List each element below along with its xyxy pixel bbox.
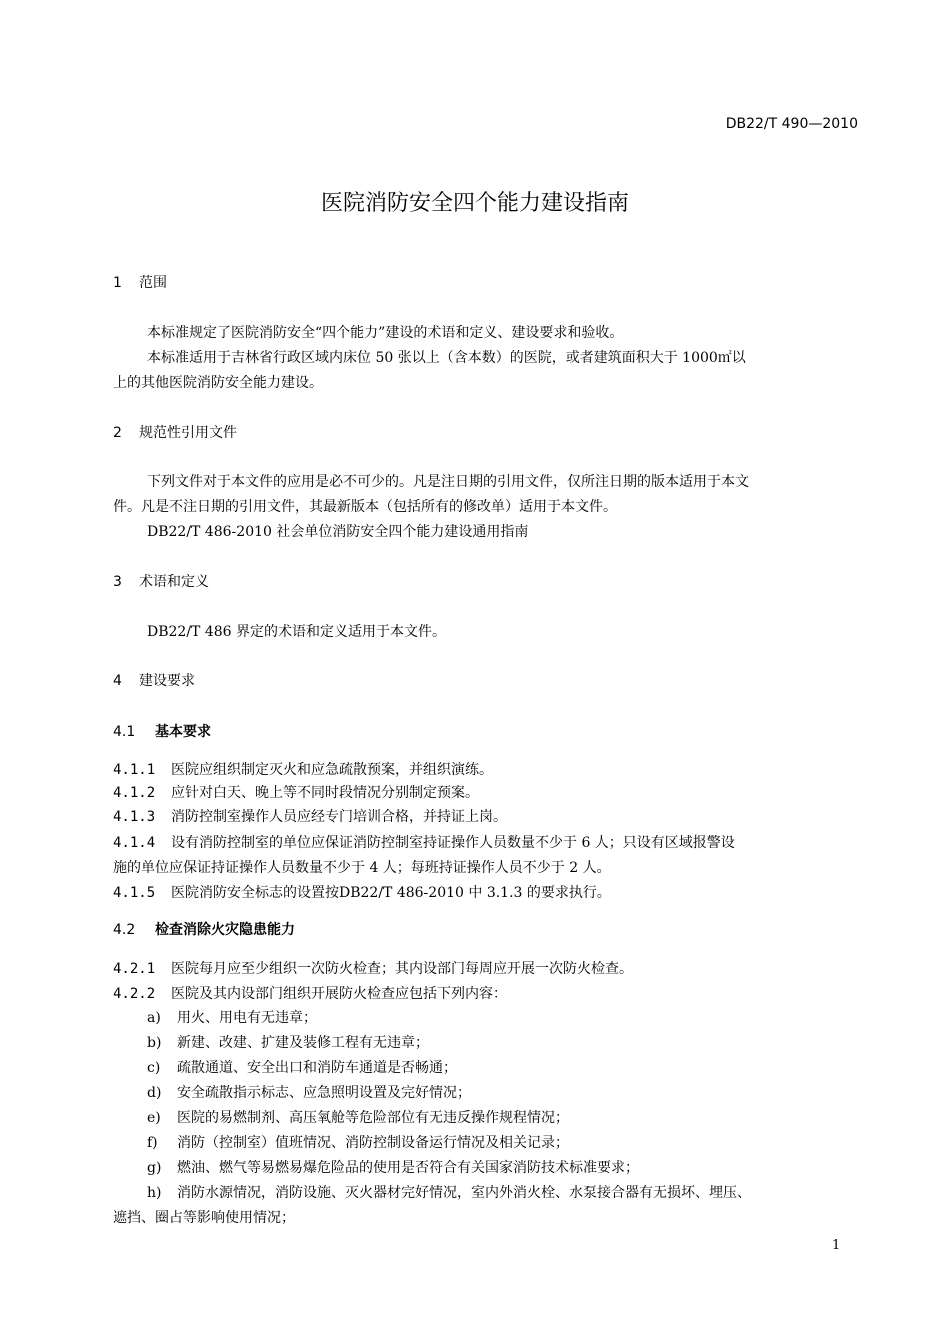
section-title: 范围 bbox=[139, 275, 167, 291]
clause-4-2-2 bbox=[113, 983, 507, 1003]
list-marker: a) bbox=[147, 1010, 161, 1026]
clause-number: 4.1.1 bbox=[113, 762, 156, 778]
list-text: 医院的易燃制剂、高压氧舱等危险部位有无违反操作规程情况； bbox=[177, 1110, 569, 1126]
clause-4-2-1 bbox=[113, 958, 633, 978]
section-title: 建设要求 bbox=[139, 673, 195, 689]
clause-text: 医院应组织制定灭火和应急疏散预案，并组织演练。 bbox=[171, 762, 493, 778]
list-item-d bbox=[147, 1082, 471, 1102]
clause-text: 设有消防控制室的单位应保证消防控制室持证操作人员数量不少于 6 人；只设有区域报警设 bbox=[171, 835, 735, 851]
subsection-title: 检查消除火灾隐患能力 bbox=[155, 922, 295, 938]
list-text: 疏散通道、安全出口和消防车通道是否畅通； bbox=[177, 1060, 457, 1076]
list-marker: e) bbox=[147, 1110, 161, 1126]
list-item-c bbox=[147, 1057, 457, 1077]
list-text: 消防（控制室）值班情况、消防控制设备运行情况及相关记录； bbox=[177, 1135, 569, 1151]
clause-text: 消防控制室操作人员应经专门培训合格，并持证上岗。 bbox=[171, 809, 507, 825]
scope-paragraph-1: 本标准规定了医院消防安全“四个能力”建设的术语和定义、建设要求和验收。 bbox=[147, 325, 624, 341]
list-marker: h) bbox=[147, 1185, 162, 1201]
subsection-4-1-heading bbox=[113, 721, 211, 741]
section-2-heading bbox=[113, 422, 237, 442]
list-text: 用火、用电有无违章； bbox=[177, 1010, 317, 1026]
clause-text: 医院及其内设部门组织开展防火检查应包括下列内容： bbox=[171, 986, 507, 1002]
section-title: 术语和定义 bbox=[139, 574, 209, 590]
clause-4-1-4 bbox=[113, 832, 735, 852]
references-paragraph-line-2: 件。凡是不注日期的引用文件，其最新版本（包括所有的修改单）适用于本文件。 bbox=[113, 499, 617, 515]
reference-document: DB22/T 486-2010 社会单位消防安全四个能力建设通用指南 bbox=[147, 524, 529, 540]
section-number: 3 bbox=[113, 574, 122, 590]
section-1-heading bbox=[113, 272, 167, 292]
subsection-number: 4.1 bbox=[113, 724, 136, 740]
subsection-number: 4.2 bbox=[113, 922, 136, 938]
clause-number: 4.1.3 bbox=[113, 809, 156, 825]
list-item-b bbox=[147, 1032, 429, 1052]
document-title: 医院消防安全四个能力建设指南 bbox=[320, 191, 629, 216]
scope-paragraph-2-line-1: 本标准适用于吉林省行政区域内床位 50 张以上（含本数）的医院，或者建筑面积大于 1000㎡以 bbox=[147, 350, 746, 366]
section-number: 4 bbox=[113, 673, 122, 689]
section-number: 2 bbox=[113, 425, 122, 441]
list-item-a bbox=[147, 1007, 317, 1027]
list-text: 新建、改建、扩建及装修工程有无违章； bbox=[177, 1035, 429, 1051]
section-3-heading bbox=[113, 571, 209, 591]
clause-text: 应针对白天、晚上等不同时段情况分别制定预案。 bbox=[171, 785, 479, 801]
list-marker: g) bbox=[147, 1160, 162, 1176]
section-4-heading bbox=[113, 670, 195, 690]
clause-4-1-5 bbox=[113, 882, 611, 902]
standard-code: DB22/T 490—2010 bbox=[725, 116, 858, 132]
clause-4-1-1 bbox=[113, 759, 493, 779]
subsection-4-2-heading bbox=[113, 919, 295, 939]
clause-text: 医院消防安全标志的设置按DB22/T 486-2010 中 3.1.3 的要求执行。 bbox=[171, 885, 611, 901]
section-number: 1 bbox=[113, 275, 122, 291]
clause-number: 4.2.1 bbox=[113, 961, 156, 977]
scope-paragraph-2-line-2: 上的其他医院消防安全能力建设。 bbox=[113, 375, 323, 391]
clause-number: 4.1.5 bbox=[113, 885, 156, 901]
list-item-f bbox=[147, 1132, 569, 1152]
list-text: 消防水源情况，消防设施、灭火器材完好情况，室内外消火栓、水泵接合器有无损坏、埋压、 bbox=[177, 1185, 751, 1201]
clause-4-1-3 bbox=[113, 806, 507, 826]
list-item-h-continuation: 遮挡、圈占等影响使用情况； bbox=[113, 1210, 295, 1226]
clause-number: 4.1.4 bbox=[113, 835, 156, 851]
clause-4-1-4-continuation: 施的单位应保证持证操作人员数量不少于 4 人；每班持证操作人员不少于 2 人。 bbox=[113, 860, 611, 876]
list-marker: f) bbox=[147, 1135, 158, 1151]
clause-text: 医院每月应至少组织一次防火检查；其内设部门每周应开展一次防火检查。 bbox=[171, 961, 633, 977]
clause-number: 4.1.2 bbox=[113, 785, 156, 801]
references-paragraph-line-1: 下列文件对于本文件的应用是必不可少的。凡是注日期的引用文件，仅所注日期的版本适用于本文 bbox=[147, 474, 749, 490]
list-marker: d) bbox=[147, 1085, 162, 1101]
page-number: 1 bbox=[832, 1238, 841, 1253]
list-marker: b) bbox=[147, 1035, 162, 1051]
clause-number: 4.2.2 bbox=[113, 986, 156, 1002]
list-text: 安全疏散指示标志、应急照明设置及完好情况； bbox=[177, 1085, 471, 1101]
list-item-g bbox=[147, 1157, 639, 1177]
list-item-h bbox=[147, 1182, 751, 1202]
terms-paragraph: DB22/T 486 界定的术语和定义适用于本文件。 bbox=[147, 624, 447, 640]
section-title: 规范性引用文件 bbox=[139, 425, 237, 441]
clause-4-1-2 bbox=[113, 782, 479, 802]
list-item-e bbox=[147, 1107, 569, 1127]
subsection-title: 基本要求 bbox=[155, 724, 211, 740]
list-marker: c) bbox=[147, 1060, 161, 1076]
list-text: 燃油、燃气等易燃易爆危险品的使用是否符合有关国家消防技术标准要求； bbox=[177, 1160, 639, 1176]
